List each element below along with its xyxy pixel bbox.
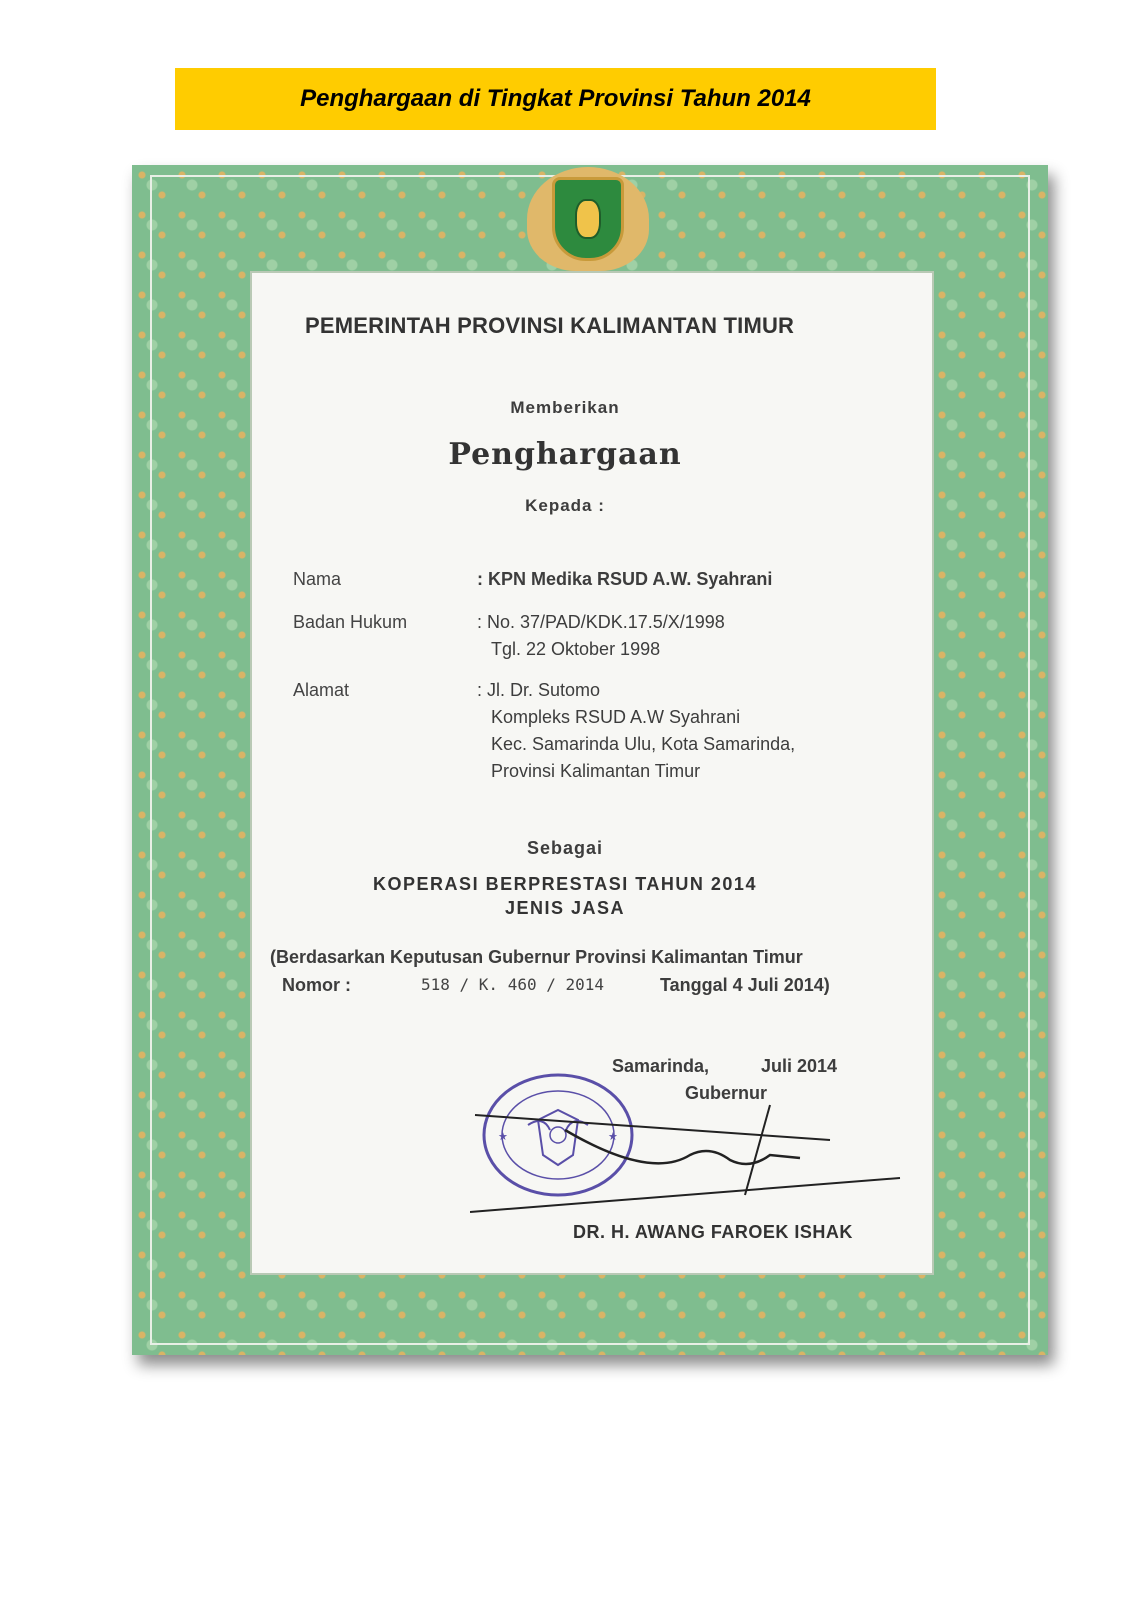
alamat-line-2: Kompleks RSUD A.W Syahrani <box>491 707 741 727</box>
kepada-text: Kepada : <box>525 496 605 515</box>
alamat-label: Alamat <box>293 680 350 700</box>
nama-value: : KPN Medika RSUD A.W. Syahrani <box>477 569 773 589</box>
alamat-line-1: : Jl. Dr. Sutomo <box>477 680 601 700</box>
svg-text:★: ★ <box>608 1130 618 1143</box>
governor-signature <box>470 1100 920 1220</box>
title-banner <box>175 68 936 130</box>
award-title: KOPERASI BERPRESTASI TAHUN 2014 <box>373 874 757 894</box>
sign-date: Juli 2014 <box>761 1056 838 1076</box>
nama-label: Nama <box>293 569 342 589</box>
signer-position: Gubernur <box>685 1083 768 1103</box>
banner-title: Penghargaan di Tingkat Provinsi Tahun 2014 <box>300 85 811 112</box>
decree-basis: (Berdasarkan Keputusan Gubernur Provinsi Kalimantan Timur <box>270 947 803 967</box>
alamat-line-4: Provinsi Kalimantan Timur <box>491 761 701 781</box>
government-heading: PEMERINTAH PROVINSI KALIMANTAN TIMUR <box>305 313 795 338</box>
province-emblem-icon <box>527 167 649 271</box>
nomor-label: Nomor : <box>282 975 351 995</box>
award-category: JENIS JASA <box>504 898 626 918</box>
decree-date: Tanggal 4 Juli 2014) <box>660 975 830 995</box>
signer-name: DR. H. AWANG FAROEK ISHAK <box>573 1222 853 1242</box>
memberikan-text: Memberikan <box>510 398 620 417</box>
svg-text:★: ★ <box>498 1130 508 1143</box>
alamat-line-3: Kec. Samarinda Ulu, Kota Samarinda, <box>491 734 796 754</box>
badan-hukum-date: Tgl. 22 Oktober 1998 <box>491 639 661 659</box>
sebagai-text: Sebagai <box>526 838 604 858</box>
sign-place: Samarinda, <box>612 1056 710 1076</box>
penghargaan-heading: Penghargaan <box>448 437 682 472</box>
badan-hukum-label: Badan Hukum <box>293 612 408 632</box>
nomor-value: 518 / K. 460 / 2014 <box>421 975 605 994</box>
badan-hukum-value: : No. 37/PAD/KDK.17.5/X/1998 <box>477 612 725 632</box>
